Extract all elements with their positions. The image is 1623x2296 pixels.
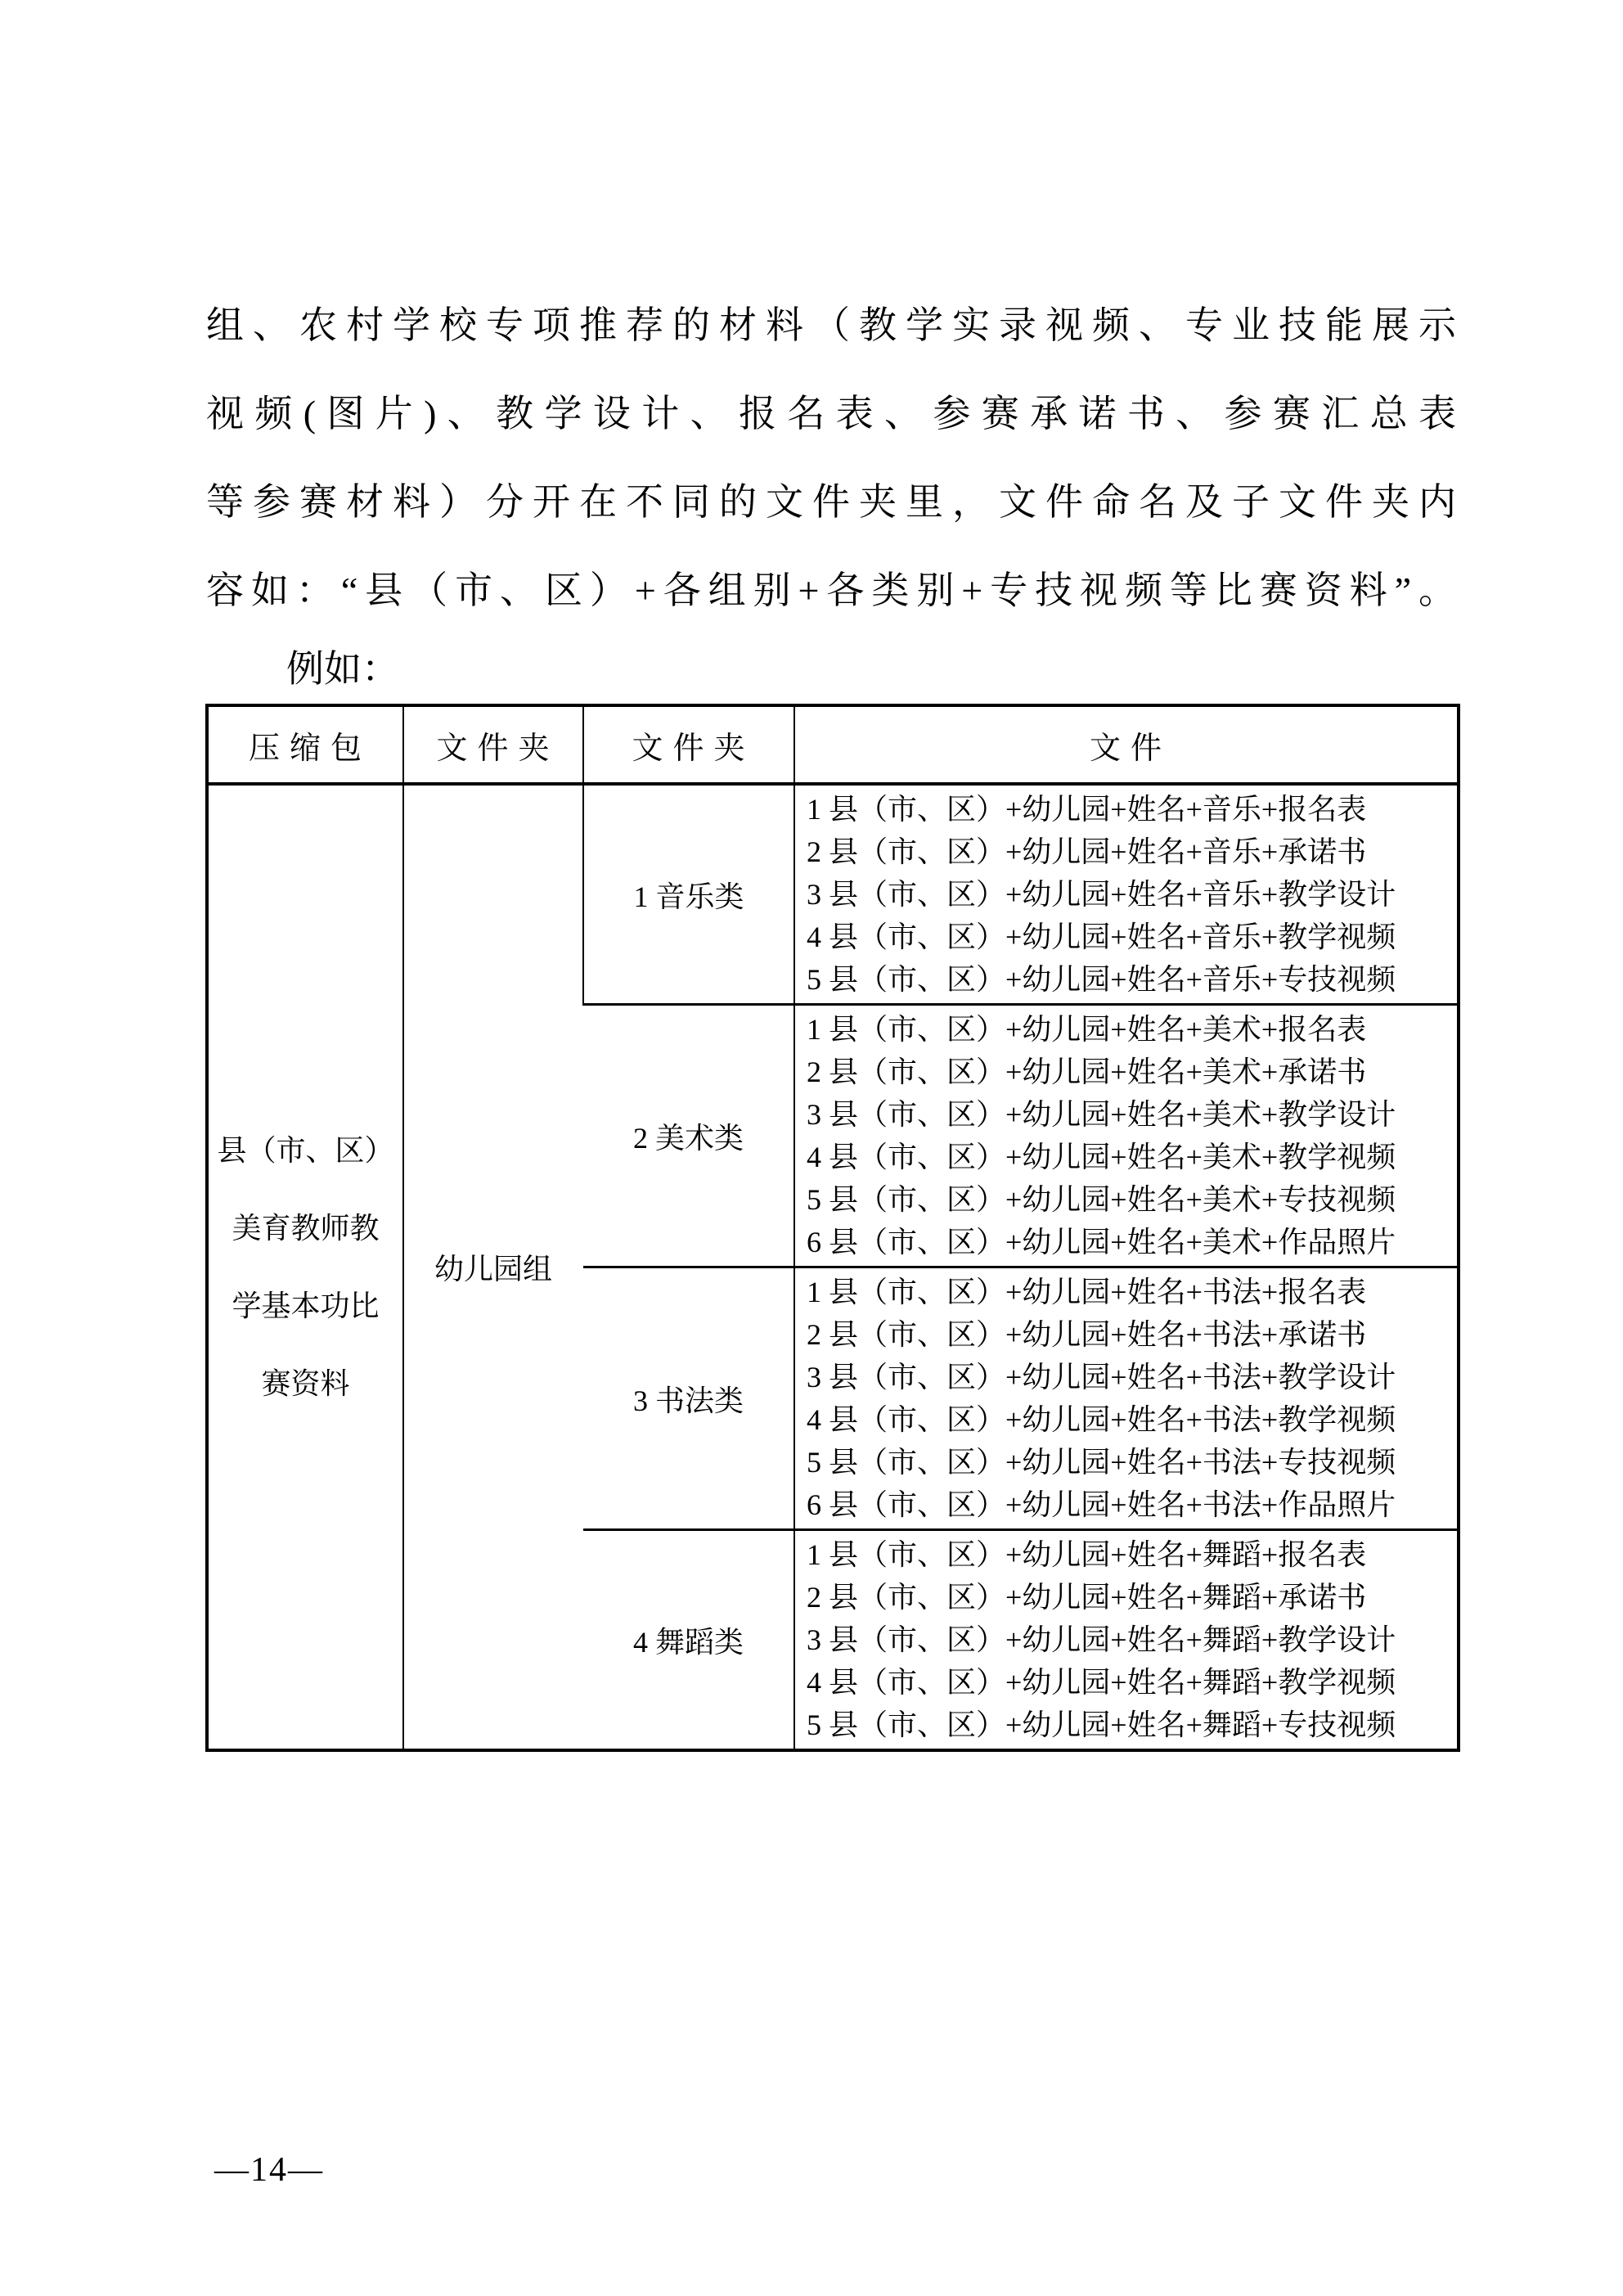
table-row-music: [207, 784, 1459, 1005]
paragraph-line: 视频(图片)、教学设计、报名表、参赛承诺书、参赛汇总表: [206, 393, 1456, 434]
file-line: 6 县（市、区）+幼儿园+姓名+书法+作品照片: [807, 1488, 1396, 1521]
file-line: 5 县（市、区）+幼儿园+姓名+书法+专技视频: [807, 1446, 1396, 1479]
group-folder-cell: 幼儿园组: [403, 784, 583, 1750]
file-line: 1 县（市、区）+幼儿园+姓名+舞蹈+报名表: [807, 1538, 1367, 1571]
file-line: 4 县（市、区）+幼儿园+姓名+书法+教学视频: [807, 1403, 1396, 1436]
file-line: 2 县（市、区）+幼儿园+姓名+音乐+承诺书: [807, 835, 1367, 868]
package-name-line: 学基本功比: [232, 1289, 380, 1322]
header-cell-folder-2: 文件夹: [583, 705, 794, 784]
files-cell-music: [794, 784, 1459, 1005]
file-line: 1 县（市、区）+幼儿园+姓名+书法+报名表: [807, 1276, 1367, 1308]
file-line: 2 县（市、区）+幼儿园+姓名+书法+承诺书: [807, 1318, 1367, 1351]
files-cell-art: [794, 1005, 1459, 1267]
files-cell-calligraphy: [794, 1267, 1459, 1530]
file-line: 2 县（市、区）+幼儿园+姓名+美术+承诺书: [807, 1056, 1367, 1088]
file-line: 1 县（市、区）+幼儿园+姓名+美术+报名表: [807, 1013, 1367, 1046]
file-line: 3 县（市、区）+幼儿园+姓名+音乐+教学设计: [807, 878, 1396, 911]
package-name-line: 赛资料: [261, 1366, 350, 1400]
file-line: 5 县（市、区）+幼儿园+姓名+音乐+专技视频: [807, 963, 1396, 996]
file-line: 3 县（市、区）+幼儿园+姓名+书法+教学设计: [807, 1361, 1396, 1393]
example-label: 例如：: [286, 648, 399, 690]
file-line: 1 县（市、区）+幼儿园+姓名+音乐+报名表: [807, 793, 1367, 826]
paragraph-line: 等参赛材料）分开在不同的文件夹里，文件命名及子文件夹内: [206, 481, 1456, 523]
package-name-line: 美育教师教: [232, 1211, 380, 1245]
file-line: 5 县（市、区）+幼儿园+姓名+舞蹈+专技视频: [807, 1708, 1396, 1741]
file-line: 2 县（市、区）+幼儿园+姓名+舞蹈+承诺书: [807, 1581, 1367, 1614]
files-cell-dance: [794, 1530, 1459, 1751]
file-line: 4 县（市、区）+幼儿园+姓名+美术+教学视频: [807, 1141, 1396, 1173]
file-structure-table: [205, 704, 1460, 1752]
page-number: —14—: [214, 2151, 324, 2189]
category-cell-art: 2 美术类: [583, 1005, 794, 1267]
body-paragraph: [206, 281, 1456, 635]
package-name-cell: [207, 784, 403, 1750]
file-line: 4 县（市、区）+幼儿园+姓名+音乐+教学视频: [807, 921, 1396, 953]
file-line: 5 县（市、区）+幼儿园+姓名+美术+专技视频: [807, 1183, 1396, 1216]
file-line: 3 县（市、区）+幼儿园+姓名+舞蹈+教学设计: [807, 1623, 1396, 1656]
file-line: 6 县（市、区）+幼儿园+姓名+美术+作品照片: [807, 1226, 1396, 1258]
file-line: 4 县（市、区）+幼儿园+姓名+舞蹈+教学视频: [807, 1666, 1396, 1699]
table-header-row: [207, 705, 1459, 784]
paragraph-line: 组、农村学校专项推荐的材料（教学实录视频、专业技能展示: [206, 304, 1456, 346]
file-line: 3 县（市、区）+幼儿园+姓名+美术+教学设计: [807, 1098, 1396, 1131]
header-cell-package: 压缩包: [207, 705, 403, 784]
category-cell-dance: 4 舞蹈类: [583, 1530, 794, 1751]
category-cell-calligraphy: 3 书法类: [583, 1267, 794, 1530]
package-name-line: 县（市、区）: [217, 1133, 394, 1167]
header-cell-folder-1: 文件夹: [403, 705, 583, 784]
header-cell-file: 文件: [794, 705, 1459, 784]
category-cell-music: 1 音乐类: [583, 784, 794, 1005]
paragraph-line: 容如：“县（市、区）+各组别+各类别+专技视频等比赛资料”。: [206, 569, 1456, 611]
